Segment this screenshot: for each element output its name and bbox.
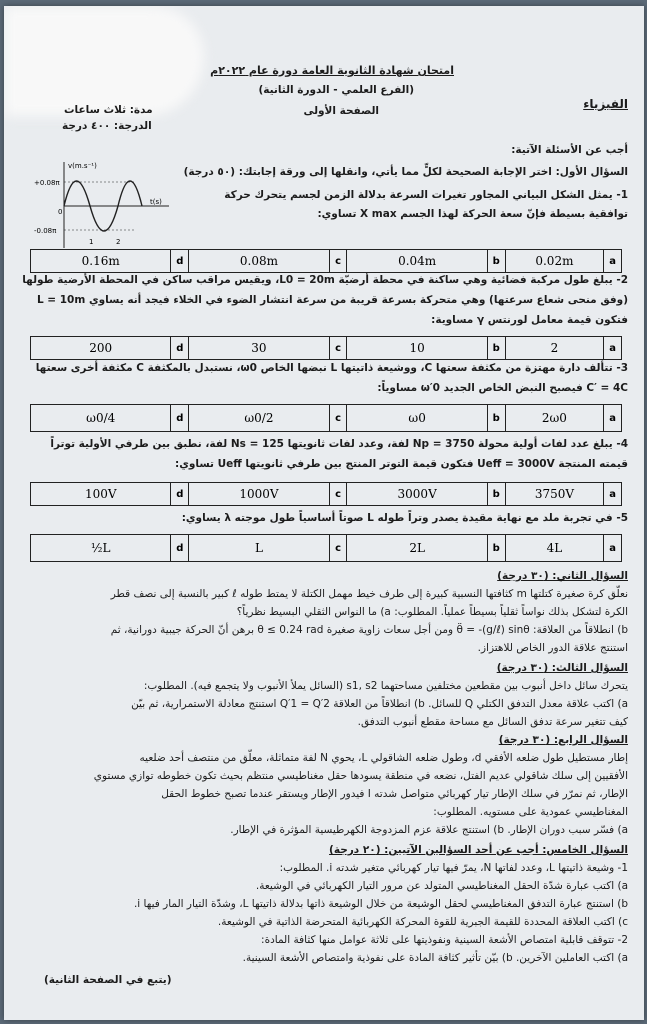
q1-item5-options bbox=[30, 534, 622, 562]
option-c-value: ω0/2 bbox=[189, 405, 329, 431]
option-b-value: 10 bbox=[347, 337, 487, 359]
option-c-letter: c bbox=[330, 250, 348, 272]
option-c-value: 0.08m bbox=[189, 250, 329, 272]
grade-label: الدرجة: ٤٠٠ درجة bbox=[62, 120, 152, 132]
option-c-value: 30 bbox=[189, 337, 329, 359]
option-a-letter: a bbox=[609, 542, 616, 554]
option-d-value: 0.16m bbox=[31, 250, 171, 272]
option-d-letter: d bbox=[171, 250, 189, 272]
exam-title: امتحان شهادة الثانوية العامة دورة عام ٢٠٢٢م bbox=[210, 64, 454, 77]
q1-item4-options bbox=[30, 482, 622, 506]
option-b-value: 0.04m bbox=[347, 250, 487, 272]
option-a-value: 3750V bbox=[506, 483, 605, 505]
q1-item2-line3: فتكون قيمة معامل لورنتس γ مساوية: bbox=[431, 314, 628, 326]
option-a-value: 4L bbox=[506, 535, 605, 561]
option-a-letter: a bbox=[609, 342, 616, 354]
q1-item2-line2: (وفق منحى شعاع سرعتها) وهي متحركة بسرعة قريبة من سرعة انتشار الضوء في الخلاء فيجد أنه يساوي L = 10m bbox=[36, 294, 628, 306]
subject-label: الفيزياء bbox=[583, 97, 628, 111]
q4-line1: إطار مستطيل طول ضلعه الأفقي d، وطول ضلعه الشاقولي L، يحوي N لفة متماثلة، معلّق من منتصف أحد ضلعيه bbox=[139, 752, 628, 764]
option-d-value: 100V bbox=[31, 483, 171, 505]
option-a-value: 2 bbox=[506, 337, 605, 359]
page-label: الصفحة الأولى bbox=[303, 105, 379, 117]
q4-line3: الإطار، ثم نمرّر في سلك الإطار تيار كهربائي متواصل شدته I فيدور الإطار ويستقر عندما تصبح خطوط الحقل bbox=[161, 788, 628, 800]
option-a-letter: a bbox=[609, 488, 616, 500]
q1-item3-options bbox=[30, 404, 622, 432]
q3-line2: a) اكتب علاقة معدل التدفق الكتلي Q للسائل. b) انطلاقاً من العلاقة Q′1 = Q′2 استنتج معادلة الاستمرارية، ثم بيّن bbox=[131, 698, 628, 710]
option-d-value: ½L bbox=[31, 535, 171, 561]
q1-item5-line1: 5- في تجربة ملد مع نهاية مقيدة يصدر وتراً طوله L صوتاً أساسياً طول موجته λ يساوي: bbox=[181, 512, 628, 524]
q1-item1-options bbox=[30, 249, 622, 273]
q3-line1: يتحرك سائل داخل أنبوب بين مقطعين مختلفين مساحتهما s1, s2 (السائل يملأ الأنبوب ولا يتجمع فيه). المطلوب: bbox=[143, 680, 628, 692]
q2-line2: الكرة لتشكل بذلك نواساً ثقلياً بسيطاً عملياً. المطلوب: a) ما النواس الثقلي البسيط نظرياً؟ bbox=[236, 606, 628, 618]
footer-note: (يتبع في الصفحة الثانية) bbox=[44, 974, 172, 986]
q5-line2: a) اكتب عبارة شدّة الحقل المغناطيسي المتولد عن مرور التيار الكهربائي في الوشيعة. bbox=[255, 880, 628, 892]
q4-line2: الأفقيين إلى سلك شاقولي عديم الفتل، نضعه في منطقة يسودها حقل مغناطيسي منتظم بحيث تكون خطوطه توازي مستوي bbox=[93, 770, 628, 782]
q1-item4-line1: 4- يبلغ عدد لفات أولية محولة Np = 3750 لفة، وعدد لفات ثانويتها Ns = 125 لفة، نطبق بين طرفي الأولية توتراً bbox=[50, 438, 628, 450]
q1-item3-line2: C′ = 4C فيصبح النبض الخاص الجديد ω′0 مساوياً: bbox=[377, 382, 628, 394]
q3-heading: السؤال الثالث: (٣٠ درجة) bbox=[496, 662, 628, 674]
option-c-letter: c bbox=[330, 535, 348, 561]
option-b-letter: b bbox=[488, 483, 506, 505]
option-c-letter: c bbox=[330, 405, 348, 431]
option-b-letter: b bbox=[488, 535, 506, 561]
option-a-value: 0.02m bbox=[506, 250, 605, 272]
q5-line4: c) اكتب العلاقة المحددة للقيمة الجبرية للقوة المحركة الكهربائية المتحرضة الذاتية في الوشيعة. bbox=[217, 916, 628, 928]
option-a-letter: a bbox=[609, 255, 616, 267]
intro-text: أجب عن الأسئلة الآتية: bbox=[511, 144, 628, 156]
exam-page bbox=[4, 6, 644, 1020]
q3-line3: كيف تتغير سرعة تدفق السائل مع مساحة مقطع أنبوب التدفق. bbox=[357, 716, 628, 728]
q1-item4-line2: قيمته المنتجة Ueff = 3000V فتكون قيمة التوتر المنتج بين طرفي ثانويتها Ueff تساوي: bbox=[175, 458, 628, 470]
duration-label: مدة: ثلاث ساعات bbox=[64, 104, 153, 116]
option-d-letter: d bbox=[171, 405, 189, 431]
option-a-value: 2ω0 bbox=[506, 405, 605, 431]
option-d-value: ω0/4 bbox=[31, 405, 171, 431]
option-d-letter: d bbox=[171, 483, 189, 505]
q5-heading: السؤال الخامس: أجب عن أحد السؤالين الآتيين: (٢٠ درجة) bbox=[329, 844, 628, 856]
q5-line3: b) استنتج عبارة التدفق المغناطيسي لحقل الوشيعة من خلال الوشيعة ذاتها بدلالة ذاتيتها L، وشدّة التيار المار فيها i. bbox=[133, 898, 628, 910]
graph-ylabel: v(m.s⁻¹) bbox=[68, 162, 97, 170]
graph-xlabel: t(s) bbox=[150, 198, 162, 206]
q1-item3-line1: 3- تتألف دارة مهتزة من مكثفة سعتها C، ووشيعة ذاتيتها L نبضها الخاص ω0، نستبدل بالمكثفة C مكثفة أخرى سعتها bbox=[35, 362, 628, 374]
option-c-value: L bbox=[189, 535, 329, 561]
q1-heading: السؤال الأول: اختر الإجابة الصحيحة لكلٍّ مما يأتي، وانقلها إلى ورقة إجابتك: (٥٠ درجة) bbox=[183, 166, 628, 178]
graph-ybot: -0.08π bbox=[34, 227, 57, 235]
option-b-value: 2L bbox=[347, 535, 487, 561]
option-b-letter: b bbox=[488, 250, 506, 272]
q2-line3: b) انطلاقاً من العلاقة: θ̈ = -(g/ℓ) sinθ ومن أجل سعات زاوية صغيرة θ ≤ 0.24 rad برهن أنّ الحركة جيبية دورانية، ثم bbox=[110, 624, 628, 636]
graph-ytop: +0.08π bbox=[34, 179, 60, 187]
q1-item2-line1: 2- يبلغ طول مركبة فضائية وهي ساكنة في محطة أرضيّة L0 = 20m، ويقيس مراقب ساكن في المحطة الأرضية طولها bbox=[22, 274, 628, 286]
q5-line5: 2- تتوقف قابلية امتصاص الأشعة السينية ونفوذيتها على ثلاثة عوامل منها كثافة المادة: bbox=[261, 934, 628, 946]
redacted-region bbox=[4, 6, 204, 116]
option-d-letter: d bbox=[171, 337, 189, 359]
q5-line1: 1- وشيعة ذاتيتها L، وعدد لفاتها N، يمرّ فيها تيار كهربائي متغير شدته i. المطلوب: bbox=[279, 862, 628, 874]
q1-item1-line2: توافقية بسيطة فإنّ سعة الحركة لهذا الجسم X max تساوي: bbox=[317, 208, 628, 220]
q5-line6: a) اكتب العاملين الآخرين. b) بيّن تأثير كثافة المادة على نفوذية وامتصاص الأشعة السينية. bbox=[242, 952, 628, 964]
option-c-value: 1000V bbox=[189, 483, 329, 505]
exam-branch: (الفرع العلمي - الدورة الثانية) bbox=[258, 84, 414, 96]
q4-line5: a) فسّر سبب دوران الإطار. b) استنتج علاقة عزم المزدوجة الكهرطيسية المؤثرة في الإطار. bbox=[230, 824, 628, 836]
q2-line4: استنتج علاقة الدور الخاص للاهتزاز. bbox=[477, 642, 628, 654]
q4-heading: السؤال الرابع: (٣٠ درجة) bbox=[498, 734, 628, 746]
option-c-letter: c bbox=[330, 337, 348, 359]
graph-t1: 1 bbox=[89, 238, 94, 246]
velocity-time-graph bbox=[34, 158, 174, 250]
q2-line1: نعلّق كرة صغيرة كتلتها m كثافتها النسبية كبيرة إلى طرف خيط مهمل الكتلة لا يمتط طوله ℓ كبير بالنسبة إلى نصف قطر bbox=[110, 588, 628, 600]
option-d-value: 200 bbox=[31, 337, 171, 359]
q1-item1-line1: 1- يمثل الشكل البياني المجاور تغيرات السرعة بدلالة الزمن لجسم يتحرك حركة bbox=[224, 189, 628, 201]
option-a-letter: a bbox=[609, 412, 616, 424]
option-b-value: ω0 bbox=[347, 405, 487, 431]
option-b-letter: b bbox=[488, 405, 506, 431]
option-d-letter: d bbox=[171, 535, 189, 561]
option-b-value: 3000V bbox=[347, 483, 487, 505]
graph-origin: 0 bbox=[58, 208, 63, 216]
graph-t2: 2 bbox=[116, 238, 121, 246]
option-b-letter: b bbox=[488, 337, 506, 359]
q4-line4: المغناطيسي عمودية على مستويه. المطلوب: bbox=[433, 806, 628, 818]
q2-heading: السؤال الثاني: (٣٠ درجة) bbox=[497, 570, 628, 582]
option-c-letter: c bbox=[330, 483, 348, 505]
q1-item2-options bbox=[30, 336, 622, 360]
